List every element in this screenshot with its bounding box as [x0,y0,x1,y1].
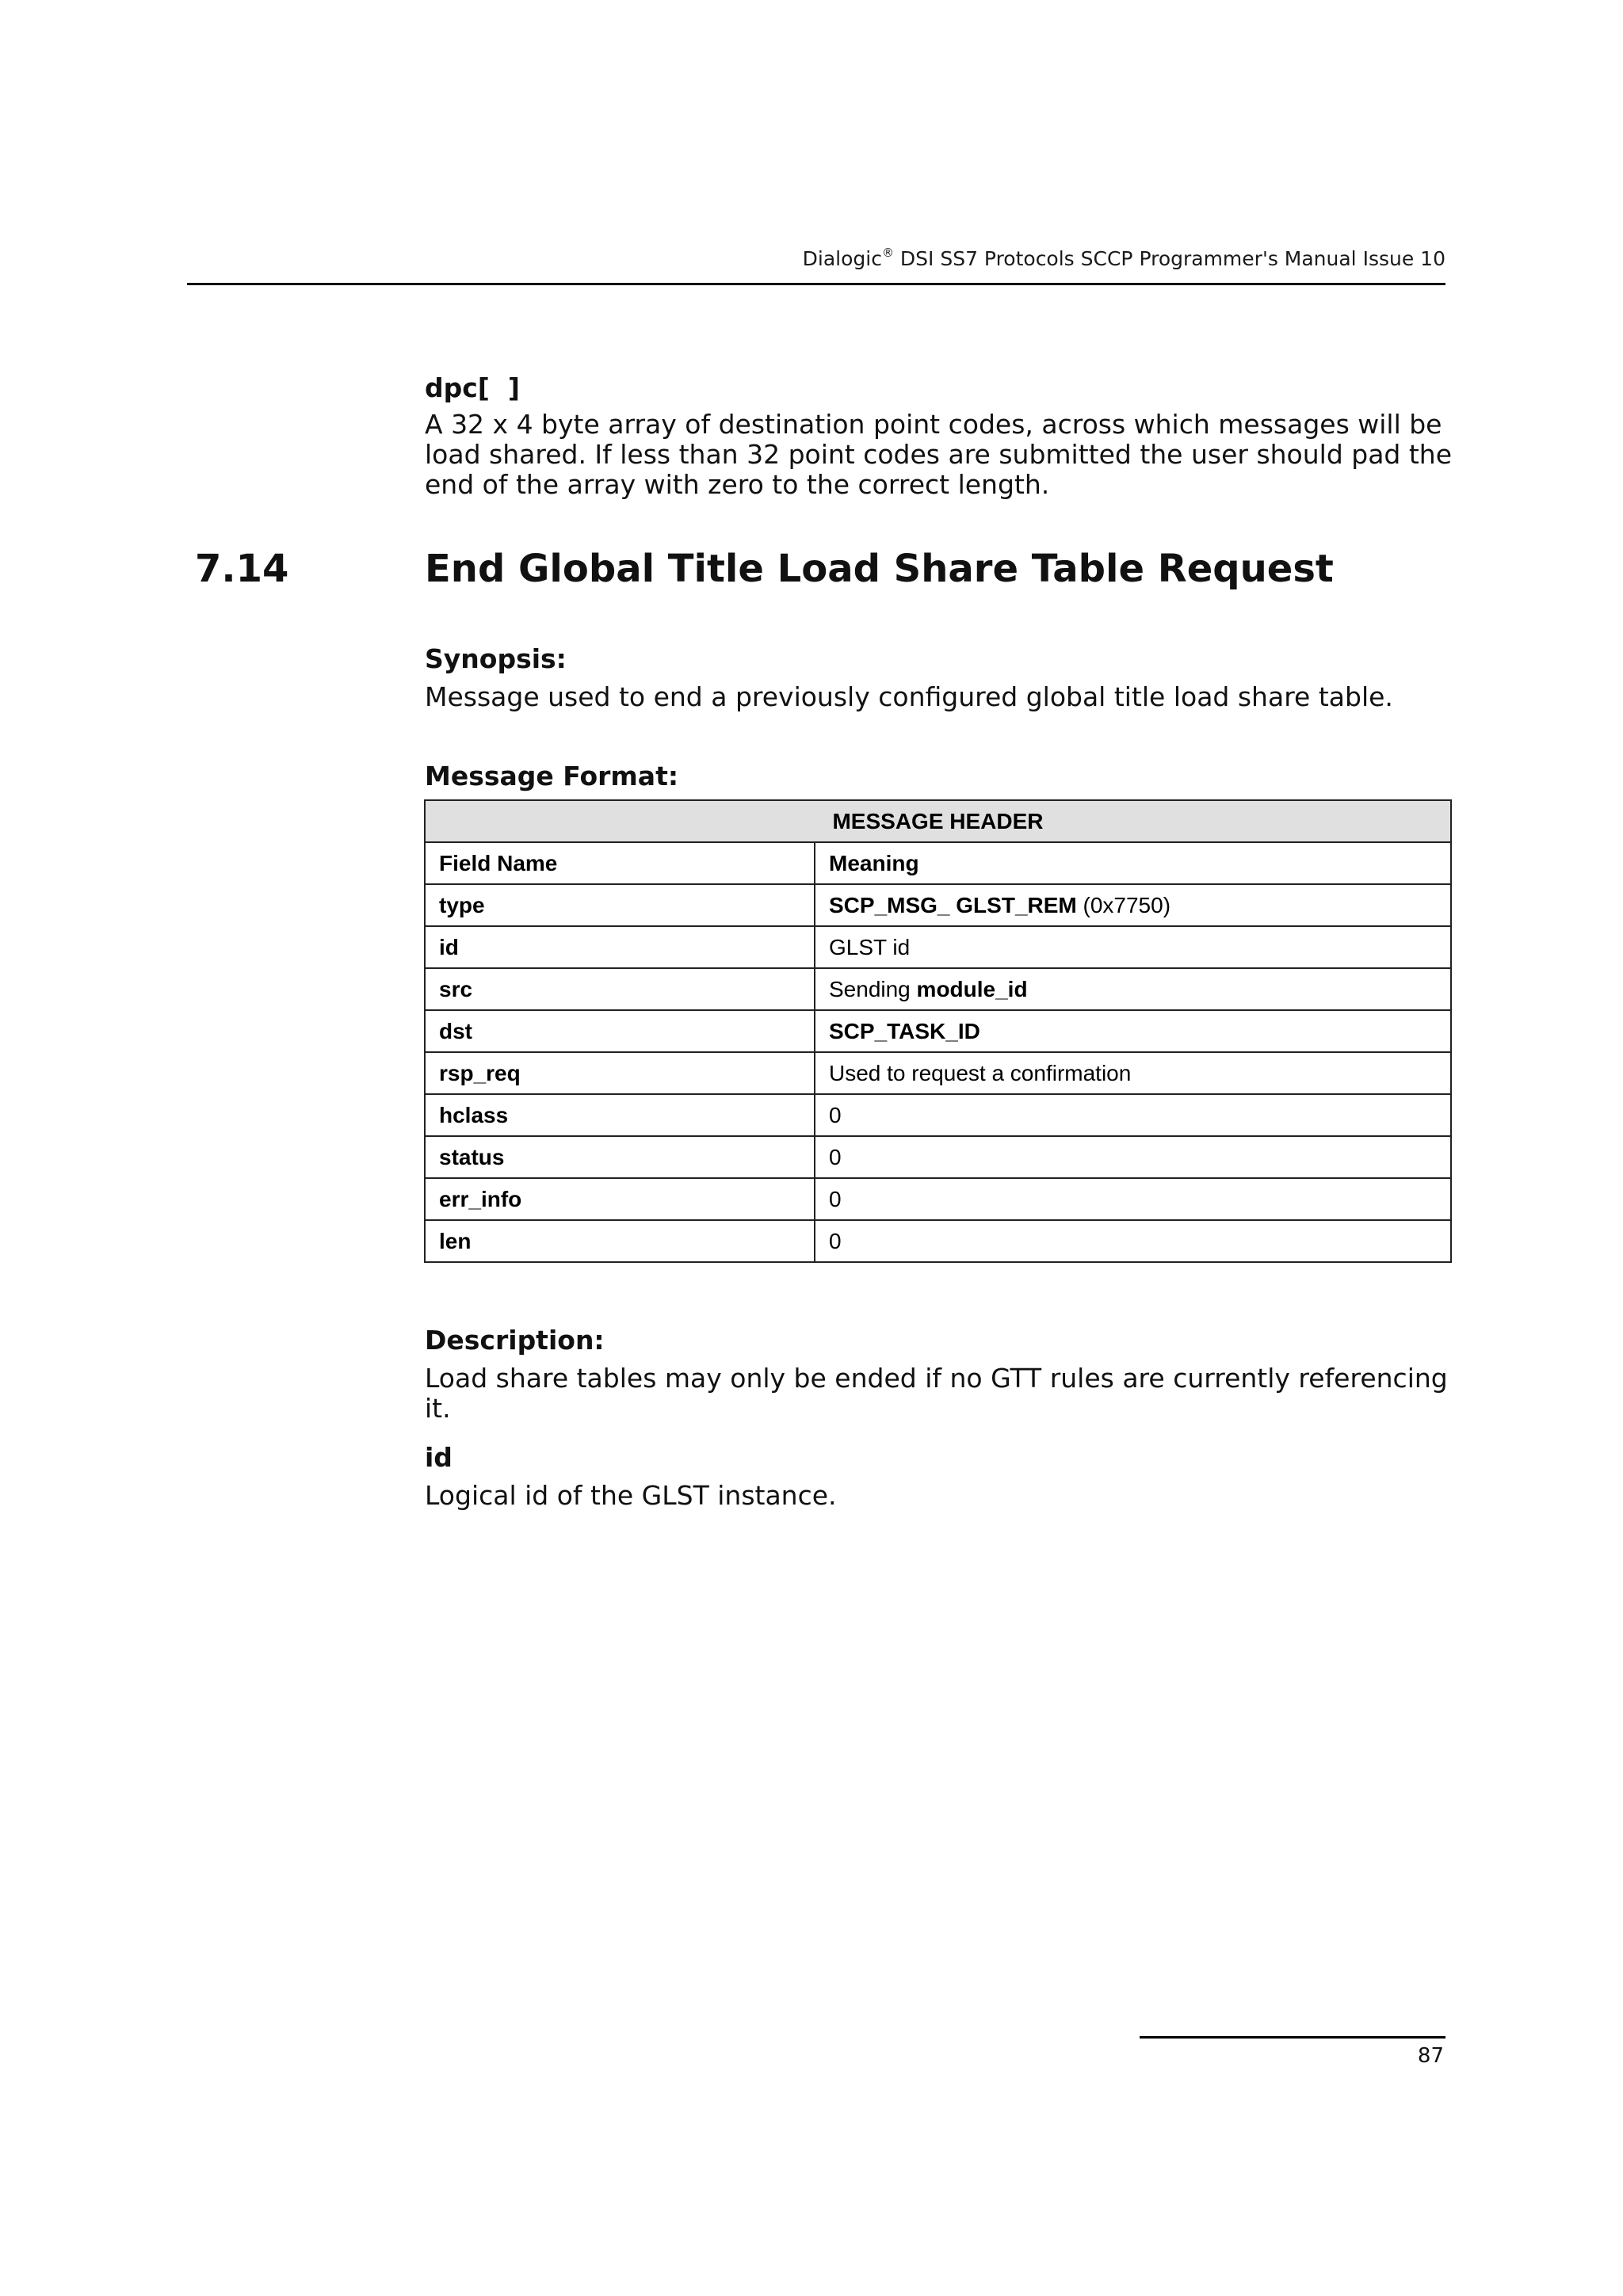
meaning-cell: 0 [815,1136,1451,1178]
header-doc-title: DSI SS7 Protocols SCCP Programmer's Manual Issue 10 [893,247,1445,270]
id-param-label: id [425,1442,453,1473]
table-row [425,1094,1451,1136]
table-banner-row [425,800,1451,842]
field-name-cell: dst [425,1010,815,1052]
table-banner: MESSAGE HEADER [425,800,1451,842]
section-number: 7.14 [195,547,289,591]
section-title: End Global Title Load Share Table Request [425,547,1334,591]
footer-divider [1140,2036,1445,2039]
meaning-plain: (0x7750) [1076,892,1171,917]
meaning-cell: 0 [815,1220,1451,1262]
table-row [425,926,1451,968]
meaning-cell [815,968,1451,1010]
meaning-plain: Sending [829,976,917,1001]
table-row [425,1220,1451,1262]
column-header-field-name: Field Name [425,842,815,884]
registered-mark: ® [881,245,894,260]
id-param-text: Logical id of the GLST instance. [425,1480,837,1511]
dpc-text: A 32 x 4 byte array of destination point codes, across which messages will be load shared. If less than 32 point codes are submitted the user should pad the end of the array with zero to the correct length. [425,409,1453,500]
field-name-cell: id [425,926,815,968]
table-row [425,884,1451,926]
message-header-table [424,799,1452,1263]
message-format-block [425,761,1455,791]
field-name-cell: err_info [425,1178,815,1220]
running-header [803,247,1445,270]
meaning-cell: 0 [815,1094,1451,1136]
header-divider [187,283,1445,285]
table-row [425,1052,1451,1094]
column-header-meaning: Meaning [815,842,1451,884]
table-row [425,1178,1451,1220]
header-brand: Dialogic [802,247,882,270]
field-name-cell: src [425,968,815,1010]
meaning-cell [815,884,1451,926]
description-label: Description: [425,1325,605,1356]
field-name-cell: len [425,1220,815,1262]
description-text: Load share tables may only be ended if no GTT rules are currently referencing it. [425,1363,1448,1424]
table-row [425,1010,1451,1052]
message-format-label: Message Format: [425,761,679,791]
synopsis-label: Synopsis: [425,643,567,674]
dpc-block [425,372,1455,500]
meaning-cell: GLST id [815,926,1451,968]
meaning-cell: Used to request a confirmation [815,1052,1451,1094]
description-block [425,1325,1455,1424]
meaning-cell: SCP_TASK_ID [815,1010,1451,1052]
table-header-row [425,842,1451,884]
dpc-label: dpc[ ] [425,372,520,403]
synopsis-block [425,643,1455,712]
field-name-cell: hclass [425,1094,815,1136]
field-name-cell: rsp_req [425,1052,815,1094]
table-row [425,968,1451,1010]
page-number: 87 [1417,2044,1444,2068]
meaning-bold: SCP_MSG_ GLST_REM [829,892,1077,917]
id-param-block [425,1442,1455,1511]
meaning-bold: module_id [916,976,1028,1001]
synopsis-text: Message used to end a previously configured global title load share table. [425,681,1393,712]
field-name-cell: status [425,1136,815,1178]
meaning-cell: 0 [815,1178,1451,1220]
field-name-cell: type [425,884,815,926]
table-row [425,1136,1451,1178]
